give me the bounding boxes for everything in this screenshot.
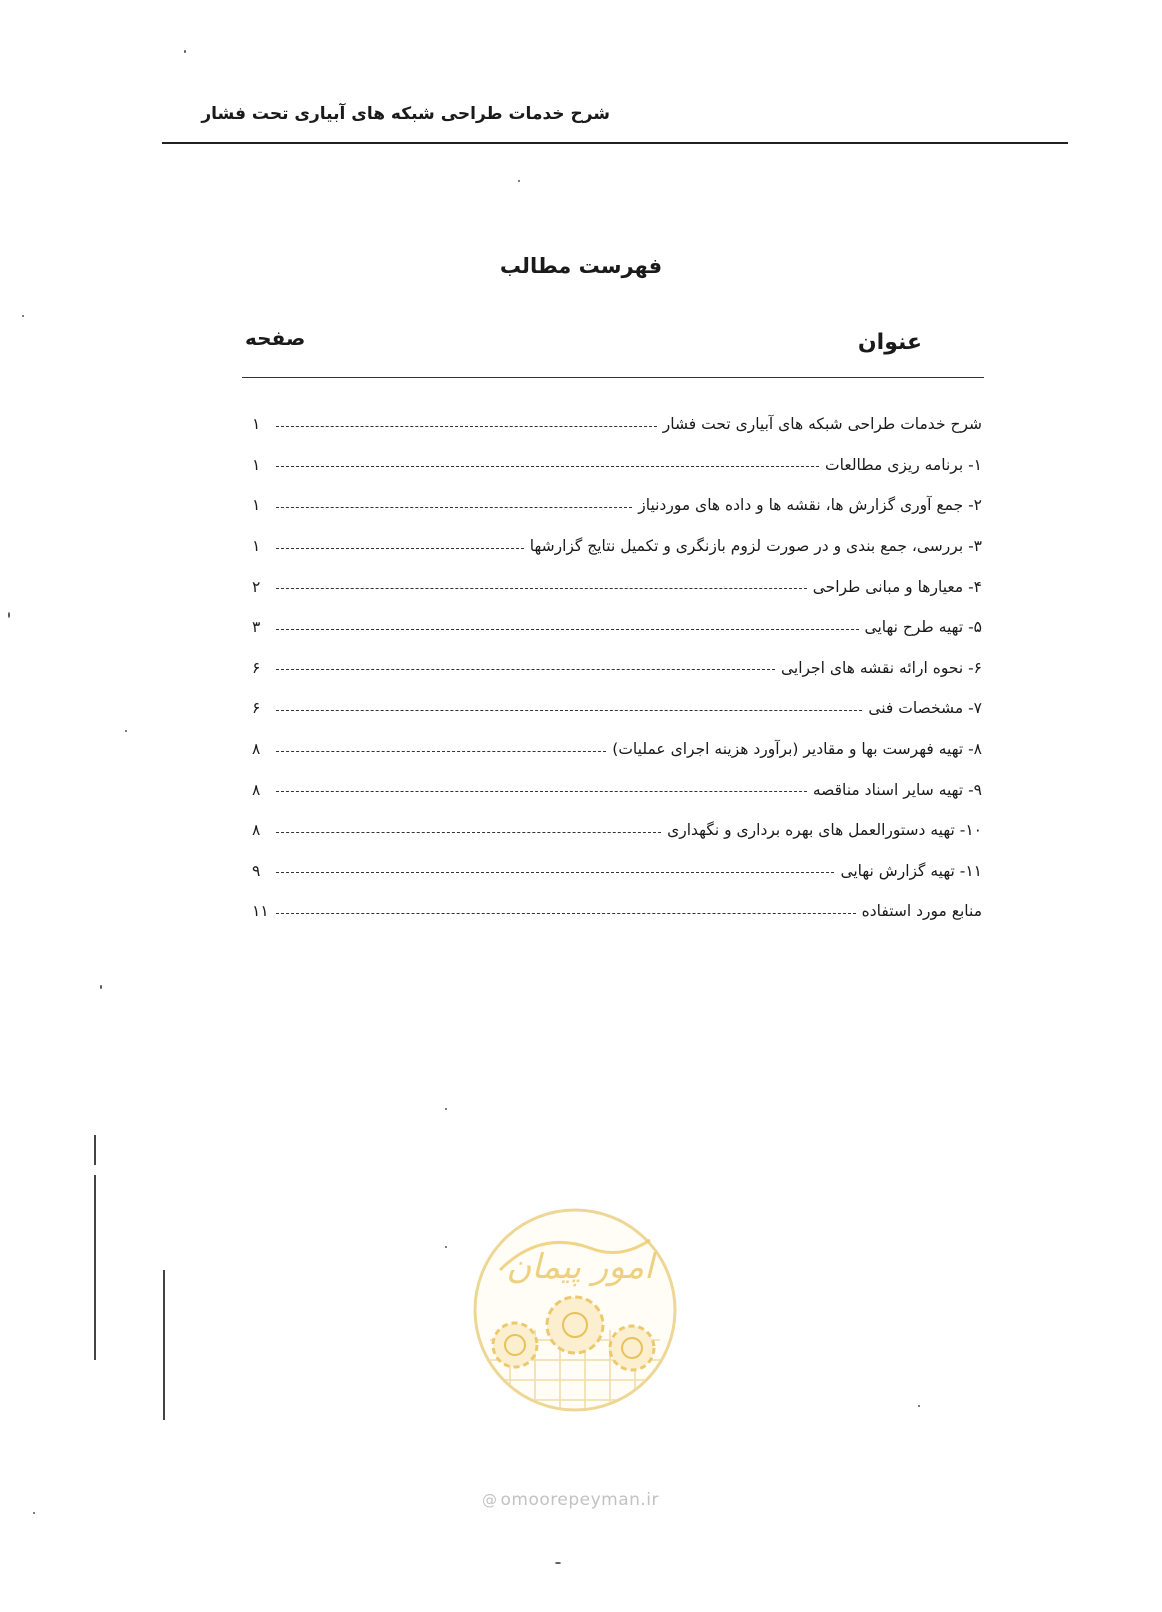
scan-speck xyxy=(184,50,186,53)
toc-leader xyxy=(276,507,632,508)
toc-entry-page: ۱ xyxy=(252,455,261,474)
toc-leader xyxy=(276,548,524,549)
toc-entry[interactable] xyxy=(252,891,982,932)
toc-entry[interactable] xyxy=(252,729,982,770)
scan-edge-line xyxy=(94,1175,96,1360)
toc-entry-title: منابع مورد استفاده xyxy=(861,902,982,921)
toc-entry-page: ۳ xyxy=(252,618,261,637)
scan-speck xyxy=(445,1108,447,1110)
scan-speck xyxy=(22,315,24,317)
toc-entry[interactable] xyxy=(252,688,982,729)
toc-leader xyxy=(276,913,856,914)
header-title: شرح خدمات طراحی شبکه های آبیاری تحت فشار xyxy=(201,104,610,124)
toc-entry-title: ۸- تهیه فهرست بها و مقادیر (برآورد هزینه اجرای عملیات) xyxy=(612,740,982,759)
toc-entry[interactable] xyxy=(252,485,982,526)
toc-leader xyxy=(276,832,661,833)
toc-leader xyxy=(276,751,606,752)
toc-entry[interactable] xyxy=(252,810,982,851)
toc-entry-page: ۲ xyxy=(252,577,261,596)
column-page-label: صفحه xyxy=(245,326,306,350)
toc-entry[interactable] xyxy=(252,445,982,486)
toc-leader xyxy=(276,466,819,467)
toc-leader xyxy=(276,791,807,792)
toc-entry-page: ۶ xyxy=(252,699,261,718)
scan-speck xyxy=(918,1405,920,1407)
toc-entry-title: ۲- جمع آوری گزارش ها، نقشه ها و داده های موردنیاز xyxy=(638,496,982,515)
toc-leader xyxy=(276,669,775,670)
toc-entry-title: ۵- تهیه طرح نهایی xyxy=(864,618,982,637)
watermark-seal-text: امور پیمان xyxy=(506,1247,654,1287)
toc-leader xyxy=(276,872,834,873)
watermark-seal-logo xyxy=(470,1200,680,1480)
column-rule xyxy=(242,377,984,378)
toc-entry[interactable] xyxy=(252,526,982,567)
at-sign-icon: @ xyxy=(482,1491,498,1509)
toc-entry-page: ۸ xyxy=(252,740,261,759)
toc-entry-title: ۹- تهیه سایر اسناد مناقصه xyxy=(812,780,982,799)
watermark-url-text: omoorepeyman.ir xyxy=(500,1490,660,1510)
toc-entry-page: ۶ xyxy=(252,658,261,677)
scan-speck xyxy=(33,1512,35,1514)
toc-entry-page: ۱ xyxy=(252,415,261,434)
toc-entry-page: ۸ xyxy=(252,821,261,840)
toc-leader xyxy=(276,629,859,630)
toc-entry-page: ۱ xyxy=(252,537,261,556)
toc-entry[interactable] xyxy=(252,851,982,892)
toc-entry-page: ۹ xyxy=(252,861,261,880)
toc-entry[interactable] xyxy=(252,648,982,689)
scan-speck xyxy=(555,1562,561,1564)
toc-entry-title: ۷- مشخصات فنی xyxy=(868,699,982,718)
toc-entry-title: شرح خدمات طراحی شبکه های آبیاری تحت فشار xyxy=(662,415,982,434)
toc-entry-page: ۱ xyxy=(252,496,261,515)
toc-entry[interactable] xyxy=(252,607,982,648)
toc-entry-title: ۴- معیارها و مبانی طراحی xyxy=(812,577,982,596)
scan-edge-line xyxy=(94,1135,96,1165)
column-title-label: عنوان xyxy=(857,330,922,355)
toc-entry-title: ۱- برنامه ریزی مطالعات xyxy=(825,455,982,474)
toc-entry-title: ۶- نحوه ارائه نقشه های اجرایی xyxy=(780,658,982,677)
toc-entry-title: ۱۰- تهیه دستورالعمل های بهره برداری و نگهداری xyxy=(667,821,982,840)
scan-speck xyxy=(8,612,10,618)
scan-edge-line xyxy=(163,1270,165,1420)
toc-entry-page: ۸ xyxy=(252,780,261,799)
scan-speck xyxy=(445,1246,447,1248)
scan-speck xyxy=(518,180,520,182)
toc-entry-title: ۱۱- تهیه گزارش نهایی xyxy=(840,861,982,880)
toc-entry[interactable] xyxy=(252,404,982,445)
toc-title: فهرست مطالب xyxy=(499,254,663,278)
toc-leader xyxy=(276,426,657,427)
toc-entry-title: ۳- بررسی، جمع بندی و در صورت لزوم بازنگری و تکمیل نتایج گزارشها xyxy=(529,537,982,556)
toc-list xyxy=(252,404,982,932)
toc-leader xyxy=(276,710,862,711)
toc-entry[interactable] xyxy=(252,769,982,810)
toc-leader xyxy=(276,588,807,589)
scan-speck xyxy=(125,730,127,732)
toc-entry-page: ۱۱ xyxy=(252,902,269,921)
header-rule xyxy=(162,142,1068,144)
watermark-url xyxy=(482,1490,659,1510)
scan-speck xyxy=(100,985,102,989)
toc-entry[interactable] xyxy=(252,566,982,607)
